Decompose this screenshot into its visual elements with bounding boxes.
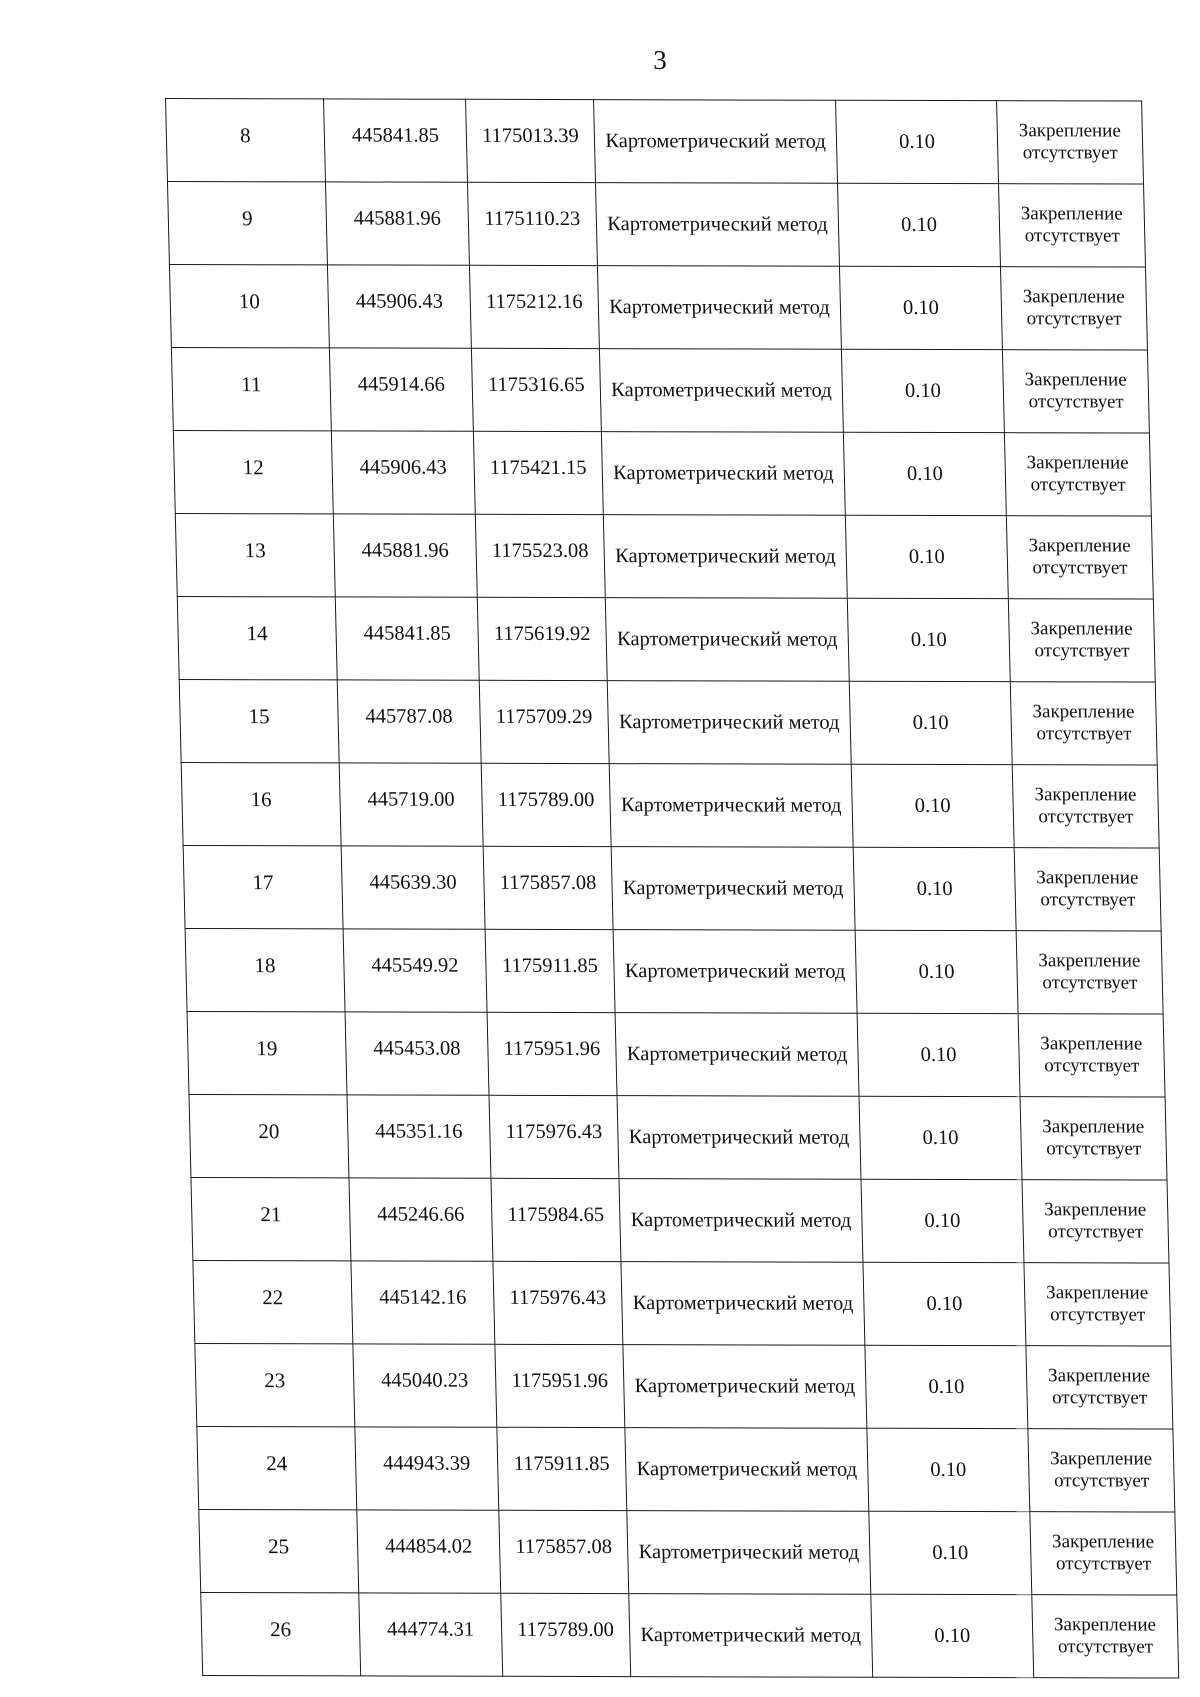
table-row: [167, 182, 1145, 268]
method-cell: Картометрический метод: [597, 266, 841, 350]
method-cell: Картометрический метод: [605, 598, 849, 682]
accuracy-cell: 0.10: [859, 1096, 1022, 1179]
table-row: [193, 1260, 1171, 1346]
fixation-cell: Закрепление отсутствует: [1002, 350, 1149, 433]
coordinate-y-cell: 1175951.96: [495, 1344, 625, 1427]
coordinate-x-cell: 445841.85: [335, 597, 479, 680]
method-cell: Картометрический метод: [613, 930, 857, 1014]
fixation-cell: Закрепление отсутствует: [1004, 433, 1151, 516]
coordinate-x-cell: 445453.08: [345, 1012, 489, 1095]
coordinate-y-cell: 1175789.00: [481, 763, 611, 846]
accuracy-cell: 0.10: [839, 266, 1002, 349]
accuracy-cell: 0.10: [863, 1262, 1026, 1345]
accuracy-cell: 0.10: [847, 598, 1010, 681]
table-row: [191, 1177, 1169, 1263]
accuracy-cell: 0.10: [838, 183, 1001, 266]
coordinate-y-cell: 1175316.65: [471, 348, 601, 431]
coordinates-table: [165, 98, 1179, 1679]
coordinate-y-cell: 1175984.65: [491, 1178, 621, 1261]
method-cell: Картометрический метод: [615, 1013, 859, 1097]
method-cell: Картометрический метод: [627, 1511, 871, 1595]
accuracy-cell: 0.10: [871, 1594, 1034, 1677]
accuracy-cell: 0.10: [865, 1345, 1028, 1428]
coordinate-y-cell: 1175110.23: [467, 182, 597, 265]
coordinate-x-cell: 445787.08: [337, 680, 481, 763]
coordinate-x-cell: 445040.23: [353, 1344, 497, 1427]
fixation-cell: Закрепление отсутствует: [1026, 1346, 1173, 1429]
method-cell: Картометрический метод: [594, 100, 838, 184]
coordinate-y-cell: 1175951.96: [487, 1012, 617, 1095]
method-cell: Картометрический метод: [621, 1262, 865, 1346]
point-number-cell: 14: [177, 596, 337, 679]
fixation-cell: Закрепление отсутствует: [1032, 1595, 1179, 1678]
accuracy-cell: 0.10: [845, 515, 1008, 598]
coordinate-x-cell: 445881.96: [333, 514, 477, 597]
point-number-cell: 25: [199, 1509, 359, 1592]
accuracy-cell: 0.10: [851, 764, 1014, 847]
fixation-cell: Закрепление отсутствует: [1012, 765, 1159, 848]
coordinate-x-cell: 445351.16: [347, 1095, 491, 1178]
point-number-cell: 11: [171, 348, 331, 431]
point-number-cell: 16: [181, 762, 341, 845]
fixation-cell: Закрепление отсутствует: [1008, 599, 1155, 682]
coordinate-y-cell: 1175619.92: [477, 597, 607, 680]
coordinate-y-cell: 1175911.85: [485, 929, 615, 1012]
coordinate-x-cell: 445906.43: [327, 265, 471, 348]
point-number-cell: 10: [169, 265, 329, 348]
method-cell: Картометрический метод: [617, 1096, 861, 1180]
accuracy-cell: 0.10: [836, 100, 999, 183]
coordinate-x-cell: 444854.02: [357, 1510, 501, 1593]
point-number-cell: 26: [201, 1592, 361, 1675]
method-cell: Картометрический метод: [603, 515, 847, 599]
coordinate-x-cell: 445906.43: [331, 431, 475, 514]
coordinate-y-cell: 1175421.15: [473, 431, 603, 514]
accuracy-cell: 0.10: [853, 847, 1016, 930]
fixation-cell: Закрепление отсутствует: [1018, 1014, 1165, 1097]
table-row: [177, 596, 1155, 682]
accuracy-cell: 0.10: [861, 1179, 1024, 1262]
coordinate-y-cell: 1175709.29: [479, 680, 609, 763]
method-cell: Картометрический метод: [625, 1428, 869, 1512]
fixation-cell: Закрепление отсутствует: [1016, 931, 1163, 1014]
point-number-cell: 17: [183, 845, 343, 928]
table-row: [199, 1509, 1177, 1595]
fixation-cell: Закрепление отсутствует: [1022, 1180, 1169, 1263]
fixation-cell: Закрепление отсутствует: [1030, 1512, 1177, 1595]
method-cell: Картометрический метод: [601, 432, 845, 516]
table-row: [187, 1011, 1165, 1097]
coordinate-x-cell: 445549.92: [343, 929, 487, 1012]
fixation-cell: Закрепление отсутствует: [1014, 848, 1161, 931]
fixation-cell: Закрепление отсутствует: [1020, 1097, 1167, 1180]
table-row: [189, 1094, 1167, 1180]
coordinate-x-cell: 445841.85: [324, 99, 468, 182]
fixation-cell: Закрепление отсутствует: [1006, 516, 1153, 599]
fixation-cell: Закрепление отсутствует: [1028, 1429, 1175, 1512]
method-cell: Картометрический метод: [629, 1594, 873, 1678]
table-row: [197, 1426, 1175, 1512]
point-number-cell: 24: [197, 1426, 357, 1509]
table-row: [169, 265, 1147, 351]
point-number-cell: 8: [166, 99, 326, 182]
table-row: [179, 679, 1157, 765]
fixation-cell: Закрепление отсутствует: [997, 101, 1144, 184]
coordinate-y-cell: 1175789.00: [501, 1593, 631, 1676]
fixation-cell: Закрепление отсутствует: [999, 184, 1146, 267]
table-row: [185, 928, 1163, 1014]
table-row: [166, 99, 1144, 185]
accuracy-cell: 0.10: [869, 1511, 1032, 1594]
fixation-cell: Закрепление отсутствует: [1000, 267, 1147, 350]
coordinate-x-cell: 445914.66: [329, 348, 473, 431]
point-number-cell: 15: [179, 679, 339, 762]
table-row: [201, 1592, 1179, 1678]
point-number-cell: 18: [185, 928, 345, 1011]
point-number-cell: 9: [167, 182, 327, 265]
coordinate-x-cell: 445881.96: [325, 182, 469, 265]
coordinate-x-cell: 445719.00: [339, 763, 483, 846]
method-cell: Картометрический метод: [607, 681, 851, 765]
table-row: [173, 431, 1151, 517]
point-number-cell: 19: [187, 1011, 347, 1094]
point-number-cell: 21: [191, 1177, 351, 1260]
accuracy-cell: 0.10: [843, 432, 1006, 515]
coordinates-table-body: [166, 99, 1179, 1679]
method-cell: Картометрический метод: [599, 349, 843, 433]
accuracy-cell: 0.10: [857, 1013, 1020, 1096]
coordinate-y-cell: 1175857.08: [483, 846, 613, 929]
table-row: [195, 1343, 1173, 1429]
method-cell: Картометрический метод: [611, 847, 855, 931]
coordinate-y-cell: 1175013.39: [466, 99, 596, 182]
accuracy-cell: 0.10: [849, 681, 1012, 764]
coordinate-x-cell: 445142.16: [351, 1261, 495, 1344]
point-number-cell: 12: [173, 431, 333, 514]
page-number: 3: [653, 45, 667, 75]
coordinate-y-cell: 1175212.16: [469, 265, 599, 348]
accuracy-cell: 0.10: [855, 930, 1018, 1013]
point-number-cell: 20: [189, 1094, 349, 1177]
point-number-cell: 23: [195, 1343, 355, 1426]
table-row: [171, 348, 1149, 434]
coordinate-y-cell: 1175911.85: [497, 1427, 627, 1510]
table-row: [175, 513, 1153, 599]
fixation-cell: Закрепление отсутствует: [1010, 682, 1157, 765]
coordinate-y-cell: 1175976.43: [489, 1095, 619, 1178]
method-cell: Картометрический метод: [595, 183, 839, 267]
coordinate-y-cell: 1175857.08: [499, 1510, 629, 1593]
point-number-cell: 13: [175, 513, 335, 596]
method-cell: Картометрический метод: [609, 764, 853, 848]
point-number-cell: 22: [193, 1260, 353, 1343]
method-cell: Картометрический метод: [623, 1345, 867, 1429]
accuracy-cell: 0.10: [841, 349, 1004, 432]
coordinate-x-cell: 444943.39: [355, 1427, 499, 1510]
table-row: [183, 845, 1161, 931]
accuracy-cell: 0.10: [867, 1428, 1030, 1511]
table-row: [181, 762, 1159, 848]
coordinate-y-cell: 1175976.43: [493, 1261, 623, 1344]
coordinate-y-cell: 1175523.08: [475, 514, 605, 597]
coordinate-x-cell: 445246.66: [349, 1178, 493, 1261]
coordinate-x-cell: 445639.30: [341, 846, 485, 929]
coordinate-x-cell: 444774.31: [359, 1593, 503, 1676]
fixation-cell: Закрепление отсутствует: [1024, 1263, 1171, 1346]
method-cell: Картометрический метод: [619, 1179, 863, 1263]
